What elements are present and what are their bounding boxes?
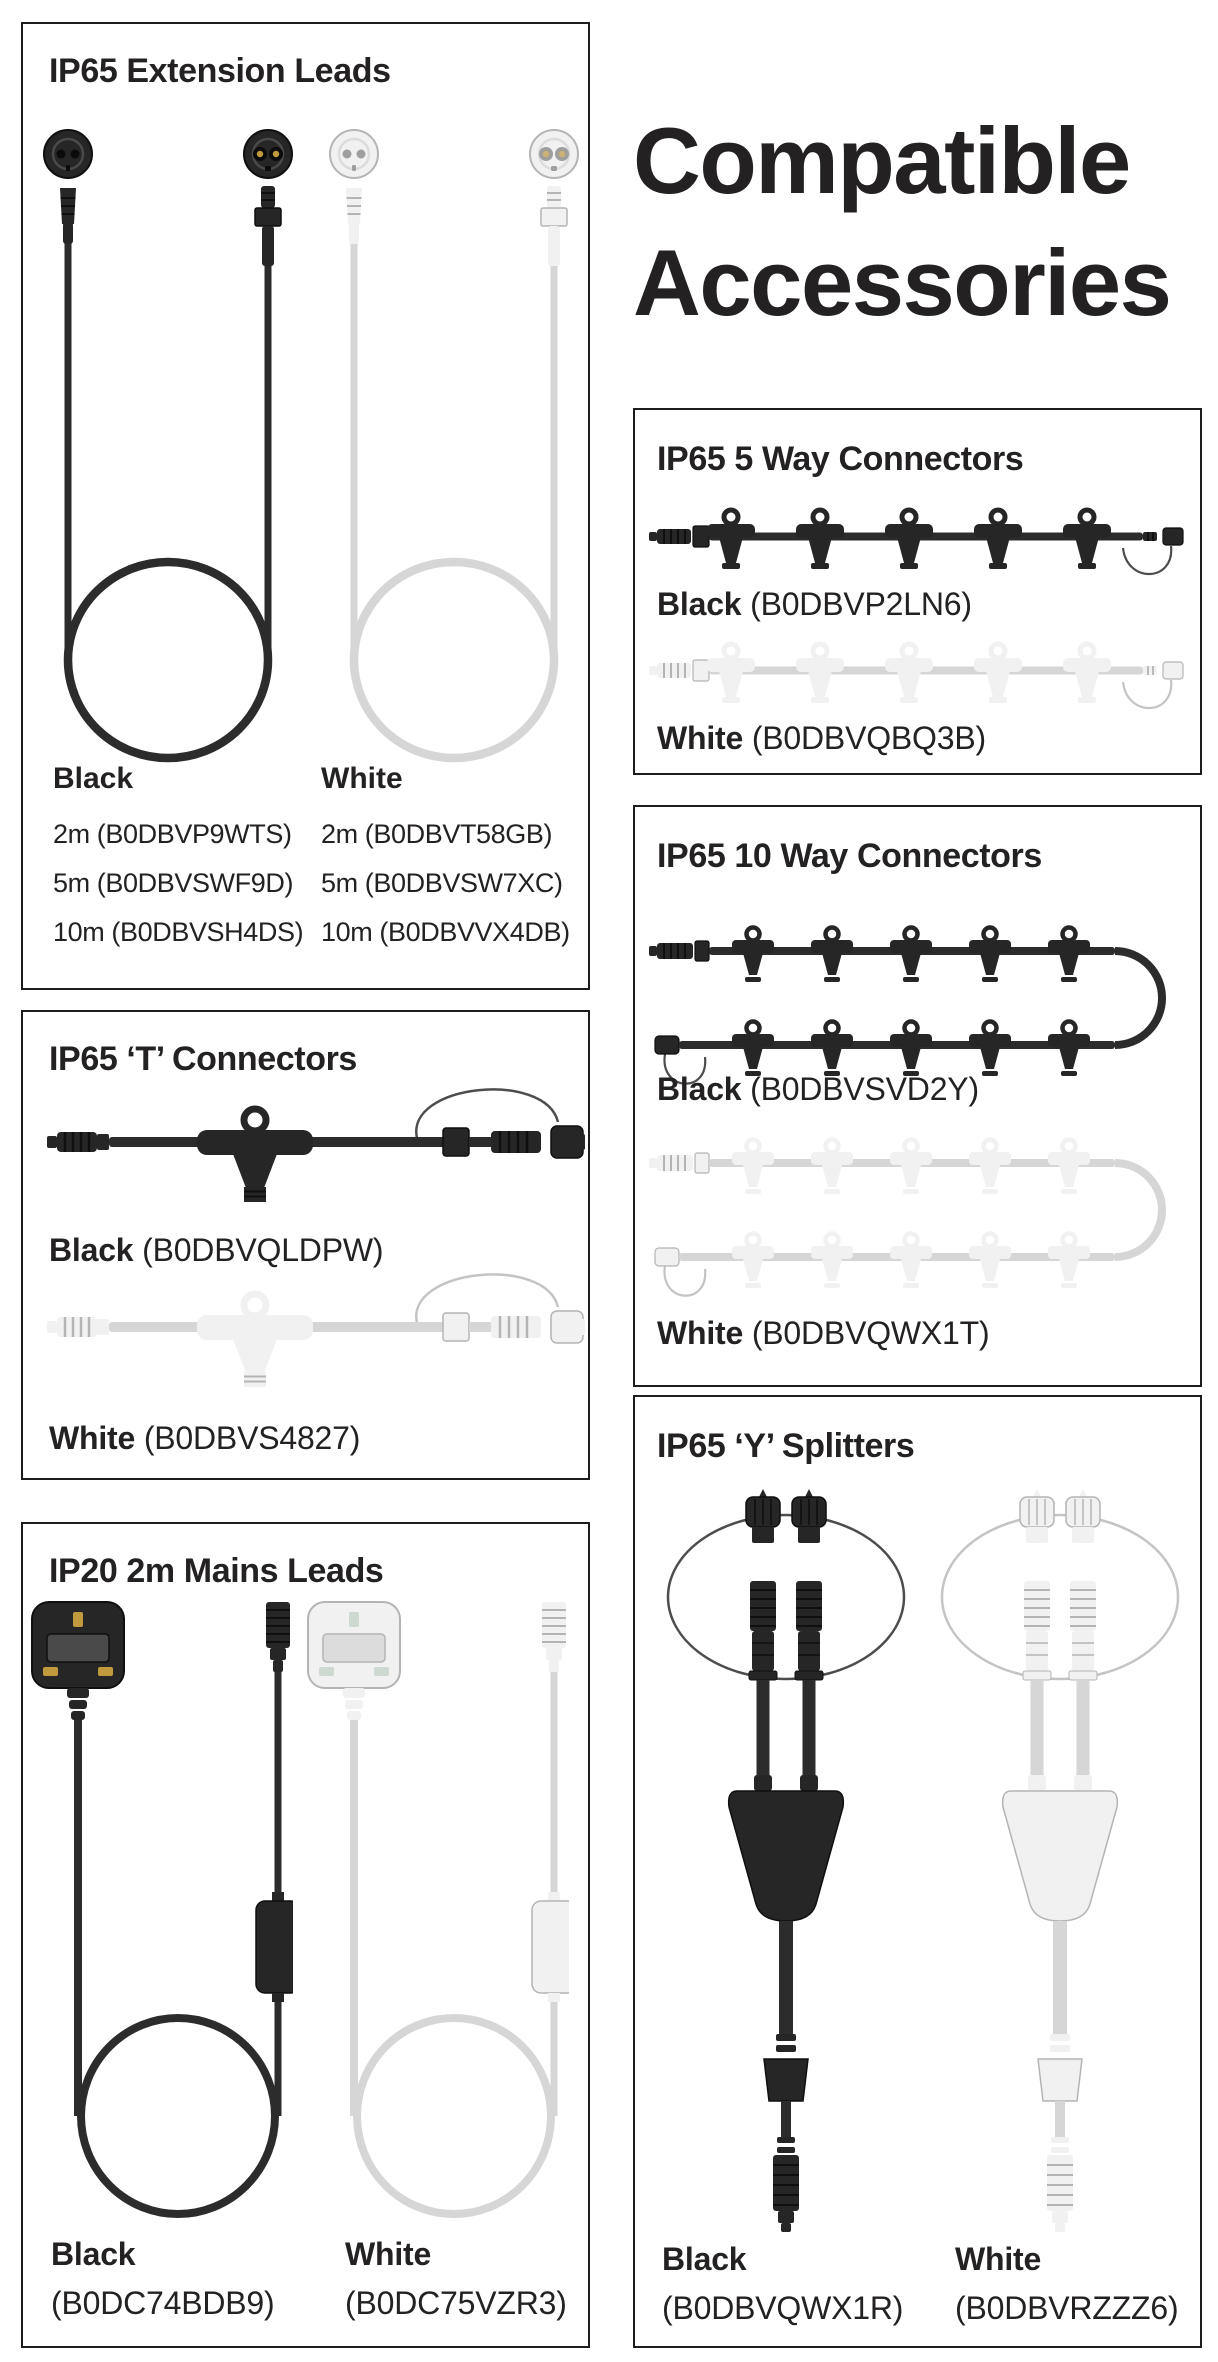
product-item: 5m (B0DBVSW7XC) bbox=[321, 868, 563, 898]
panel-heading: IP20 2m Mains Leads bbox=[49, 1552, 384, 1590]
variant-asin: (B0DC75VZR3) bbox=[345, 2285, 567, 2321]
variant-asin: (B0DBVSVD2Y) bbox=[750, 1071, 979, 1107]
panel-t-connectors bbox=[21, 1010, 590, 1480]
extension-lead-illustration-white bbox=[329, 114, 579, 764]
panel-heading: IP65 ‘T’ Connectors bbox=[49, 1040, 357, 1078]
panel-10-way-connectors bbox=[633, 805, 1202, 1387]
variant-asin: (B0DBVQWX1R) bbox=[662, 2290, 904, 2326]
t-connector-illustration-black bbox=[45, 1070, 585, 1220]
product-item: 2m (B0DBVP9WTS) bbox=[53, 819, 292, 849]
column-header: White bbox=[321, 762, 403, 795]
panel-heading: IP65 5 Way Connectors bbox=[657, 440, 1024, 478]
variant-asin: (B0DBVQBQ3B) bbox=[751, 720, 986, 756]
product-item: 10m (B0DBVSH4DS) bbox=[53, 917, 304, 947]
panel-extension-leads bbox=[21, 22, 590, 990]
extension-lead-illustration-black bbox=[43, 114, 293, 764]
variant-label-white bbox=[345, 2230, 567, 2328]
ten-way-illustration-white bbox=[647, 1119, 1192, 1319]
page-title-line1: Compatible bbox=[633, 108, 1130, 213]
panel-y-splitters bbox=[633, 1395, 1202, 2348]
variant-name: White bbox=[657, 720, 744, 756]
five-way-illustration-white bbox=[647, 624, 1192, 724]
variant-name: Black bbox=[49, 1232, 134, 1268]
variant-label-black bbox=[657, 1071, 979, 1108]
panel-mains-leads bbox=[21, 1522, 590, 2348]
variant-label-white bbox=[657, 1315, 989, 1352]
variant-name: Black bbox=[657, 1071, 742, 1107]
variant-label-black bbox=[657, 586, 972, 623]
variant-asin: (B0DBVQWX1T) bbox=[751, 1315, 990, 1351]
panel-heading: IP65 Extension Leads bbox=[49, 52, 391, 90]
variant-label-white bbox=[657, 720, 986, 757]
variant-name: Black bbox=[662, 2241, 747, 2277]
t-connector-illustration-white bbox=[45, 1255, 585, 1405]
variant-asin: (B0DBVRZZZ6) bbox=[955, 2290, 1179, 2326]
page-title-line2: Accessories bbox=[633, 230, 1171, 335]
mains-lead-illustration-white bbox=[299, 1596, 569, 2241]
variant-name: White bbox=[955, 2241, 1042, 2277]
variant-name: White bbox=[657, 1315, 744, 1351]
panel-5-way-connectors bbox=[633, 408, 1202, 775]
extension-column-white bbox=[321, 762, 583, 957]
variant-name: Black bbox=[657, 586, 742, 622]
panel-heading: IP65 10 Way Connectors bbox=[657, 837, 1042, 875]
product-item: 10m (B0DBVVX4DB) bbox=[321, 917, 570, 947]
column-header: Black bbox=[53, 762, 134, 795]
panel-heading: IP65 ‘Y’ Splitters bbox=[657, 1427, 915, 1465]
variant-name: Black bbox=[51, 2236, 136, 2272]
variant-label-black bbox=[51, 2230, 274, 2328]
variant-asin: (B0DBVQLDPW) bbox=[142, 1232, 384, 1268]
page-title bbox=[633, 100, 1213, 344]
variant-asin: (B0DBVP2LN6) bbox=[750, 586, 972, 622]
product-item: 2m (B0DBVT58GB) bbox=[321, 819, 553, 849]
variant-name: White bbox=[345, 2236, 432, 2272]
variant-asin: (B0DC74BDB9) bbox=[51, 2285, 275, 2321]
variant-name: White bbox=[49, 1420, 136, 1456]
variant-asin: (B0DBVS4827) bbox=[143, 1420, 361, 1456]
five-way-illustration-black bbox=[647, 490, 1192, 590]
variant-label-white bbox=[49, 1420, 360, 1457]
variant-label-black bbox=[662, 2235, 903, 2333]
variant-label-white bbox=[955, 2235, 1178, 2333]
extension-column-black bbox=[53, 762, 315, 957]
y-splitter-illustration-black bbox=[651, 1489, 931, 2234]
mains-lead-illustration-black bbox=[23, 1596, 293, 2241]
product-item: 5m (B0DBVSWF9D) bbox=[53, 868, 294, 898]
y-splitter-illustration-white bbox=[925, 1489, 1205, 2234]
